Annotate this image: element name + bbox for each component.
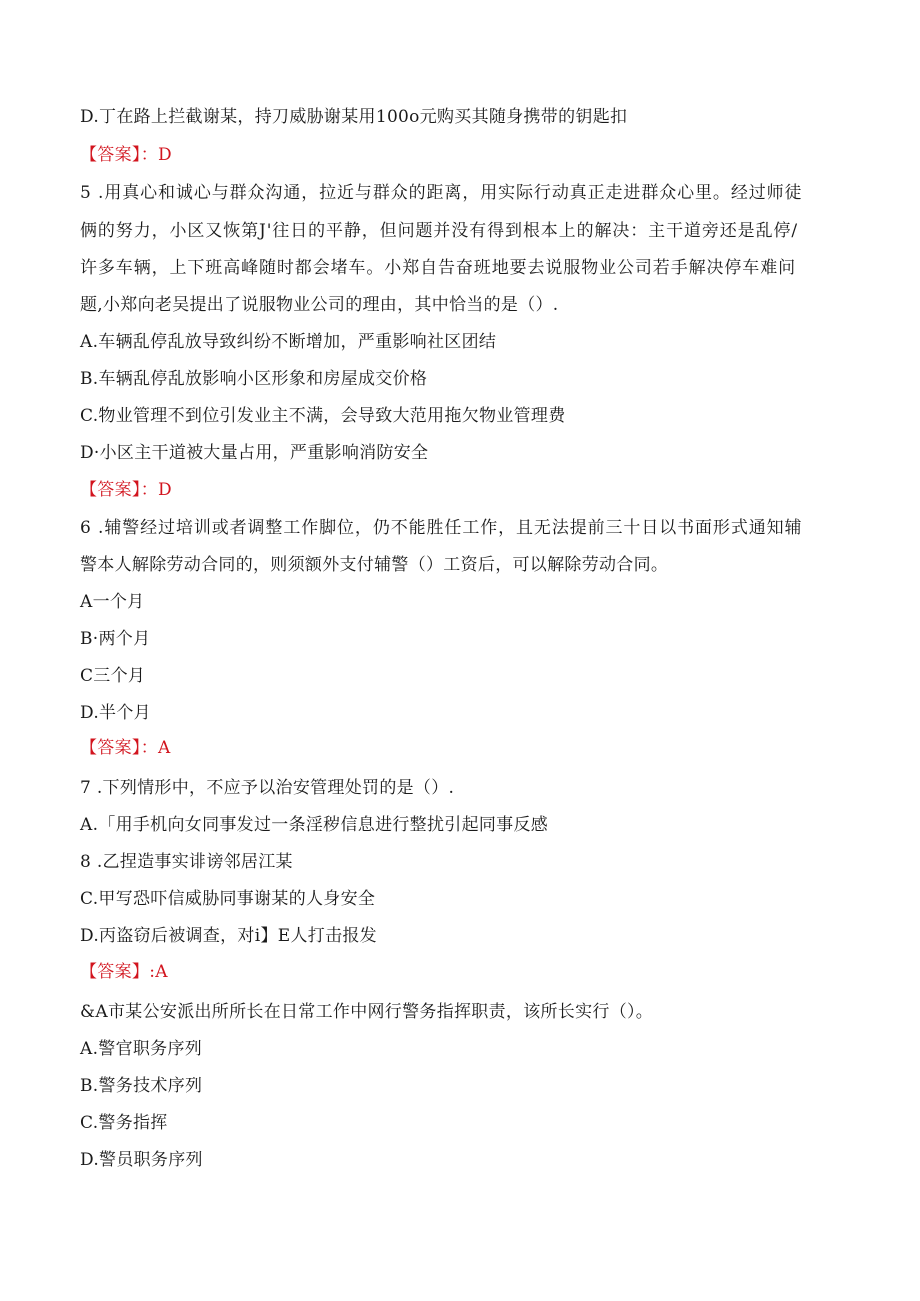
question-5-answer: 【答案】：D: [80, 480, 172, 500]
question-6-option-c: C三个月: [80, 666, 146, 686]
question-6-stem-line-1: 6 .辅警经过培训或者调整工作脚位，仍不能胜任工作，且无法提前三十日以书面形式通知辅: [80, 518, 803, 538]
question-7-answer: 【答案】:A: [80, 962, 168, 982]
question-7-stem: 7 .下列情形中，不应予以治安管理处罚的是（）.: [80, 778, 455, 798]
question-8-stem: &A市某公安派出所所长在日常工作中网行警务指挥职责，该所长实行（）。: [80, 1002, 654, 1022]
question-7-option-c: C.甲写恐吓信威胁同事谢某的人身安全: [80, 889, 376, 909]
question-6-stem-line-2: 警本人解除劳动合同的，则须额外支付辅警（）工资后，可以解除劳动合同。: [80, 555, 669, 575]
question-7-option-b: 8 .乙捏造事实诽谤邻居江某: [80, 852, 293, 872]
question-8-option-c: C.警务指挥: [80, 1113, 168, 1133]
question-5-option-d: D·小区主干道被大量占用，严重影响消防安全: [80, 443, 429, 463]
question-5-option-a: A.车辆乱停乱放导致纠纷不断增加，严重影响社区团结: [80, 332, 497, 352]
question-4-answer: 【答案】：D: [80, 145, 172, 165]
question-6-option-a: A一个月: [80, 592, 145, 612]
question-7-option-d: D.丙盗窃后被调查，对i】E人打击报发: [80, 926, 377, 946]
question-6-option-d: D.半个月: [80, 703, 151, 723]
question-5-stem-line-3: 许多车辆，上下班高峰随时都会堵车。小郑自告奋班地要去说服物业公司若手解决停车难问: [80, 258, 796, 278]
question-6-answer: 【答案】：A: [80, 738, 171, 758]
question-5-option-c: C.物业管理不到位引发业主不满，会导致大范用拖欠物业管理费: [80, 406, 566, 426]
question-8-option-a: A.警官职务序列: [80, 1039, 203, 1059]
question-5-stem-line-1: 5 .用真心和诚心与群众沟通，拉近与群众的距离，用实际行动真正走进群众心里。经过师徒: [80, 183, 803, 203]
question-5-stem-line-2: 俩的努力，小区又恢第J'往日的平静，但问题并没有得到根本上的解决：主干道旁还是乱停/: [80, 221, 799, 241]
question-7-option-a: A.「用手机向女同事发过一条淫秽信息进行整扰引起同事反感: [80, 815, 549, 835]
question-4-option-d: D.丁在路上拦截谢某，持刀威胁谢某用100o元购买其随身携带的钥匙扣: [80, 107, 628, 127]
question-6-option-b: B·两个月: [80, 629, 151, 649]
question-5-option-b: B.车辆乱停乱放影响小区形象和房屋成交价格: [80, 369, 428, 389]
question-8-option-b: B.警务技术序列: [80, 1076, 203, 1096]
question-5-stem-line-4: 题,小郑向老吴提出了说服物业公司的理由，其中恰当的是（）.: [80, 295, 559, 315]
question-8-option-d: D.警员职务序列: [80, 1150, 203, 1170]
